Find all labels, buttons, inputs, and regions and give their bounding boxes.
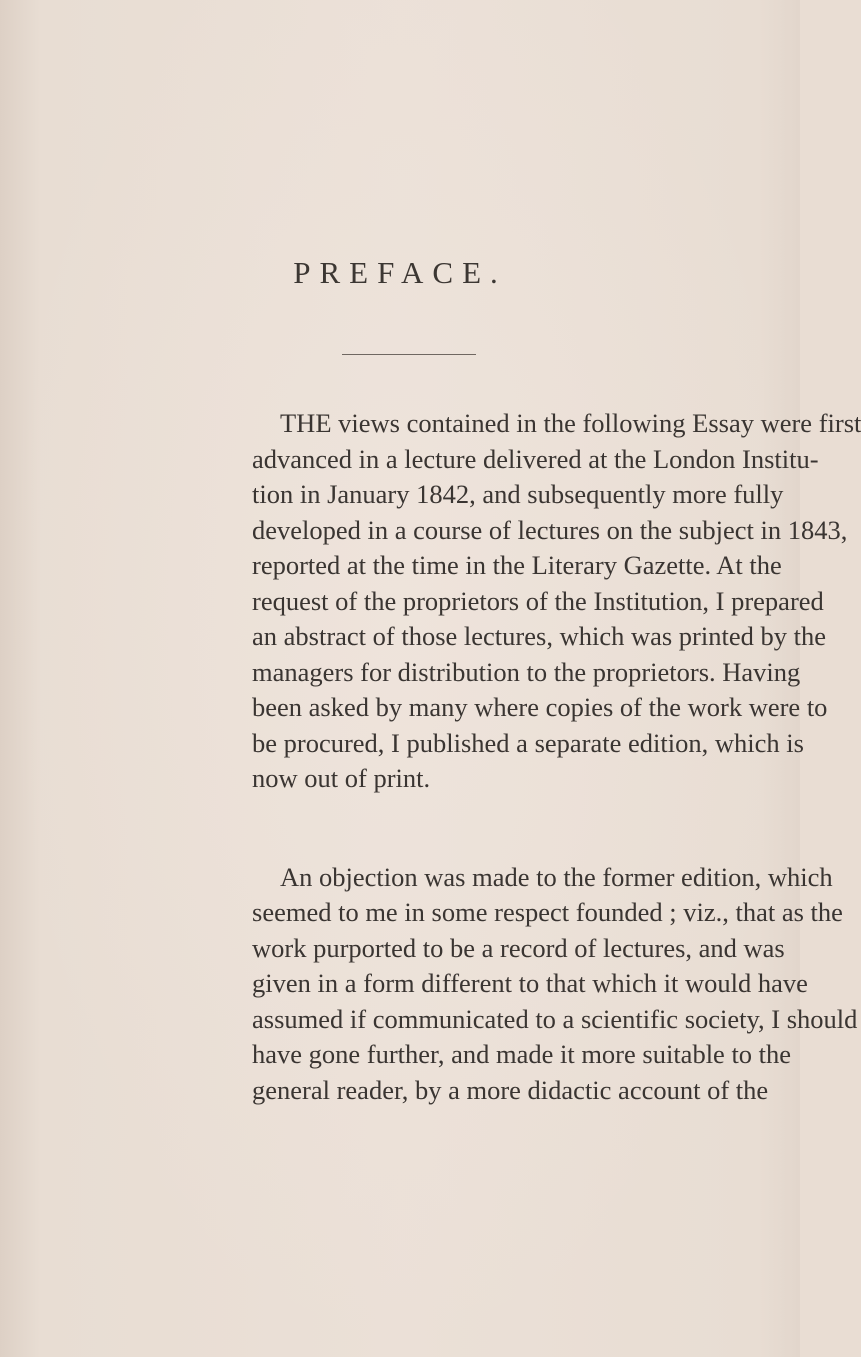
- text-line: general reader, by a more didactic account of the: [252, 1075, 769, 1105]
- heading-rule: [342, 354, 476, 355]
- text-line: now out of print.: [252, 763, 431, 793]
- text-line: have gone further, and made it more suitable to the: [252, 1039, 792, 1069]
- text-line: reported at the time in the Literary Gazette. At the: [252, 550, 782, 580]
- text-line: developed in a course of lectures on the subject in 1843,: [252, 515, 848, 545]
- text-line: An objection was made to the former edition, which: [280, 862, 833, 892]
- text-line: request of the proprietors of the Institution, I prepared: [252, 586, 824, 616]
- text-line: managers for distribution to the proprietors. Having: [252, 657, 801, 687]
- text-line: assumed if communicated to a scientific society, I should: [252, 1004, 858, 1034]
- text-line: an abstract of those lectures, which was printed by the: [252, 621, 826, 651]
- text-line: advanced in a lecture delivered at the London Institu-: [252, 444, 819, 474]
- text-line: be procured, I published a separate edition, which is: [252, 728, 804, 758]
- text-line: been asked by many where copies of the work were to: [252, 692, 828, 722]
- text-line: THE views contained in the following Essay were first: [280, 408, 861, 438]
- page-heading: PREFACE.: [293, 255, 507, 290]
- text-line: seemed to me in some respect founded ; viz., that as the: [252, 897, 843, 927]
- text-line: tion in January 1842, and subsequently more fully: [252, 479, 784, 509]
- text-line: work purported to be a record of lectures, and was: [252, 933, 785, 963]
- text-line: given in a form different to that which it would have: [252, 968, 808, 998]
